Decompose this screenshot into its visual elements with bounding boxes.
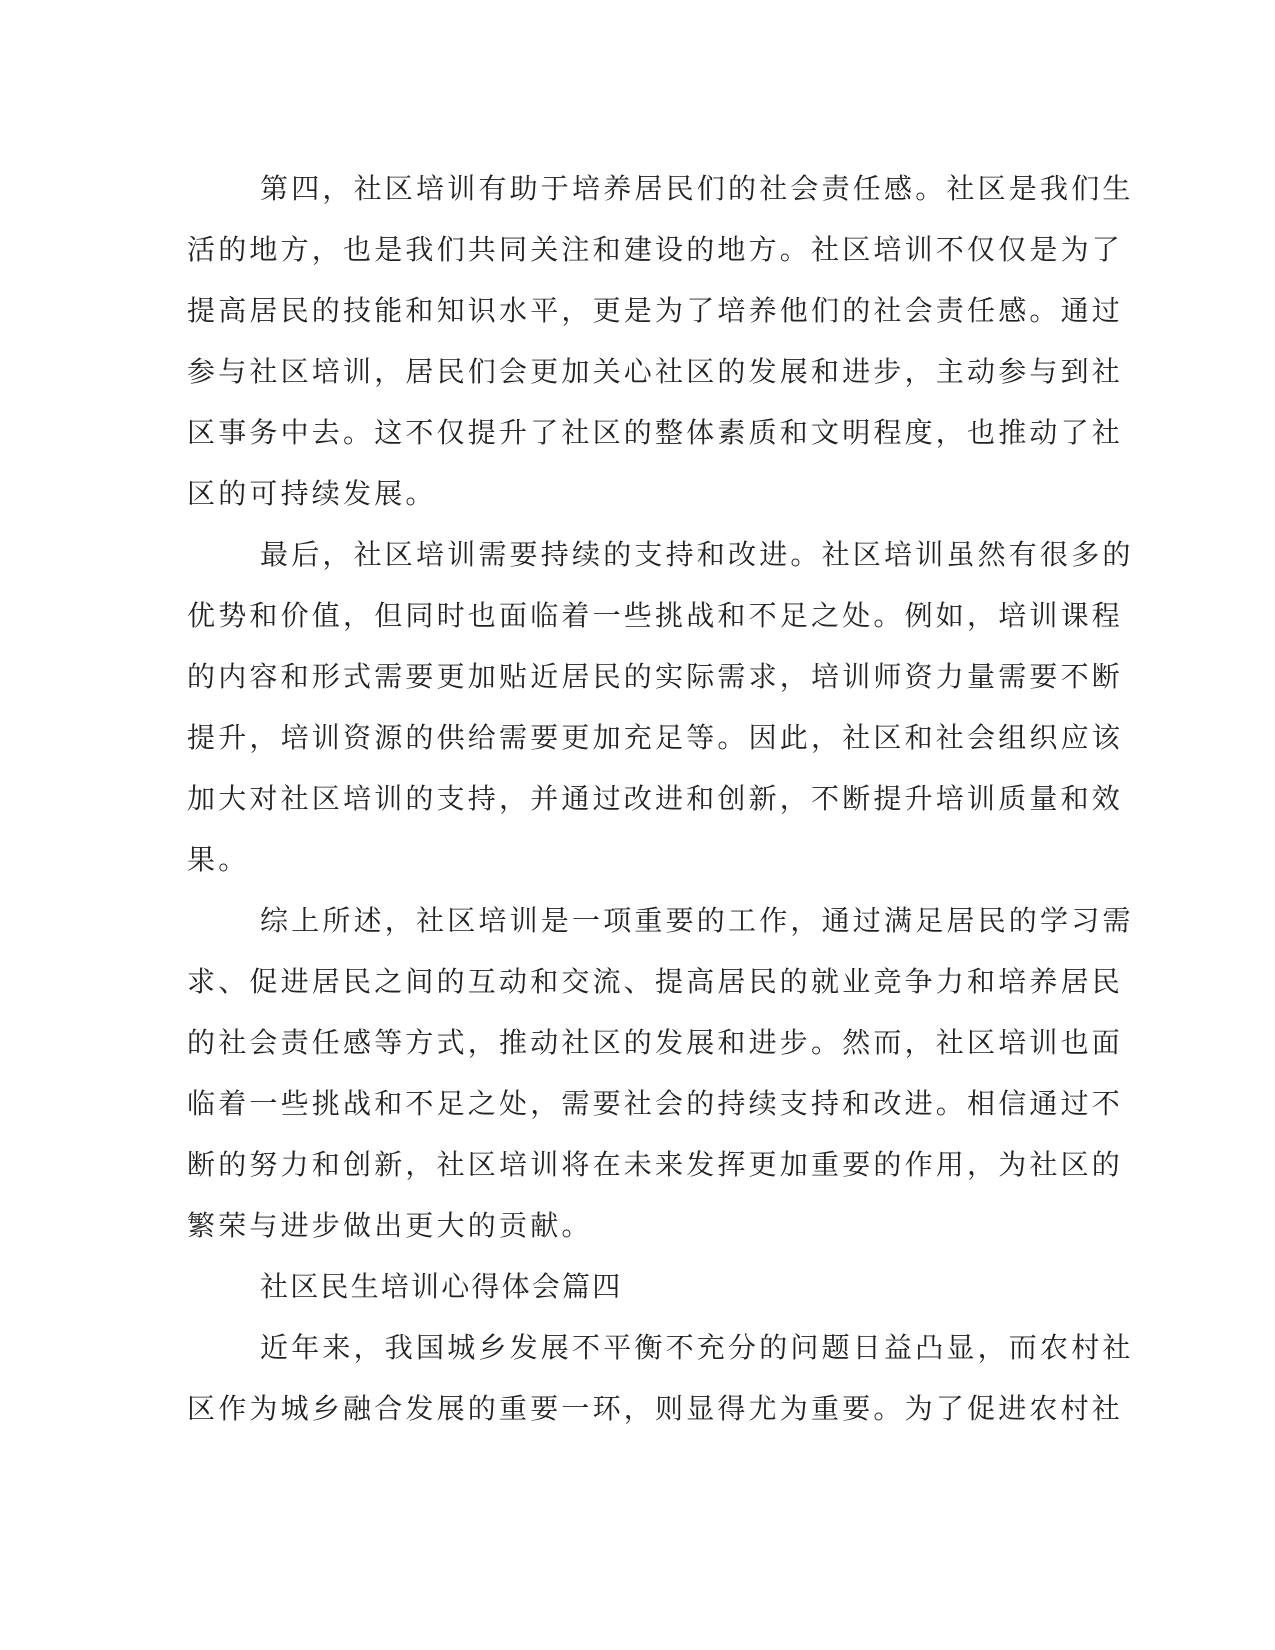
paragraph-line: 最后，社区培训需要持续的支持和改进。社区培训虽然有很多的 [260,538,1134,571]
paragraph-line: 区作为城乡融合发展的重要一环，则显得尤为重要。为了促进农村社 [187,1392,1124,1425]
paragraph-line: 活的地方，也是我们共同关注和建设的地方。社区培训不仅仅是为了 [187,233,1124,266]
paragraph-line: 果。 [187,843,250,876]
paragraph-line: 区事务中去。这不仅提升了社区的整体素质和文明程度，也推动了社 [187,416,1124,449]
paragraph-line: 提升，培训资源的供给需要更加充足等。因此，社区和社会组织应该 [187,721,1124,754]
paragraph-line: 区的可持续发展。 [187,477,437,510]
paragraph-line: 求、促进居民之间的互动和交流、提高居民的就业竞争力和培养居民 [187,965,1124,998]
paragraph-line: 断的努力和创新，社区培训将在未来发挥更加重要的作用，为社区的 [187,1148,1124,1181]
paragraph-line: 的内容和形式需要更加贴近居民的实际需求，培训师资力量需要不断 [187,660,1124,693]
section-heading: 社区民生培训心得体会篇四 [260,1270,623,1303]
paragraph-line: 加大对社区培训的支持，并通过改进和创新，不断提升培训质量和效 [187,782,1124,815]
body-text [187,158,1134,1439]
paragraph-line: 近年来，我国城乡发展不平衡不充分的问题日益凸显，而农村社 [260,1331,1134,1364]
paragraph-line: 参与社区培训，居民们会更加关心社区的发展和进步，主动参与到社 [187,355,1124,388]
paragraph-line: 临着一些挑战和不足之处，需要社会的持续支持和改进。相信通过不 [187,1087,1124,1120]
paragraph-line: 综上所述，社区培训是一项重要的工作，通过满足居民的学习需 [260,904,1134,937]
paragraph-line: 提高居民的技能和知识水平，更是为了培养他们的社会责任感。通过 [187,294,1124,327]
paragraph-line: 的社会责任感等方式，推动社区的发展和进步。然而，社区培训也面 [187,1026,1124,1059]
paragraph-line: 繁荣与进步做出更大的贡献。 [187,1209,593,1242]
paragraph-line: 优势和价值，但同时也面临着一些挑战和不足之处。例如，培训课程 [187,599,1124,632]
paragraph-line: 第四，社区培训有助于培养居民们的社会责任感。社区是我们生 [260,172,1134,205]
